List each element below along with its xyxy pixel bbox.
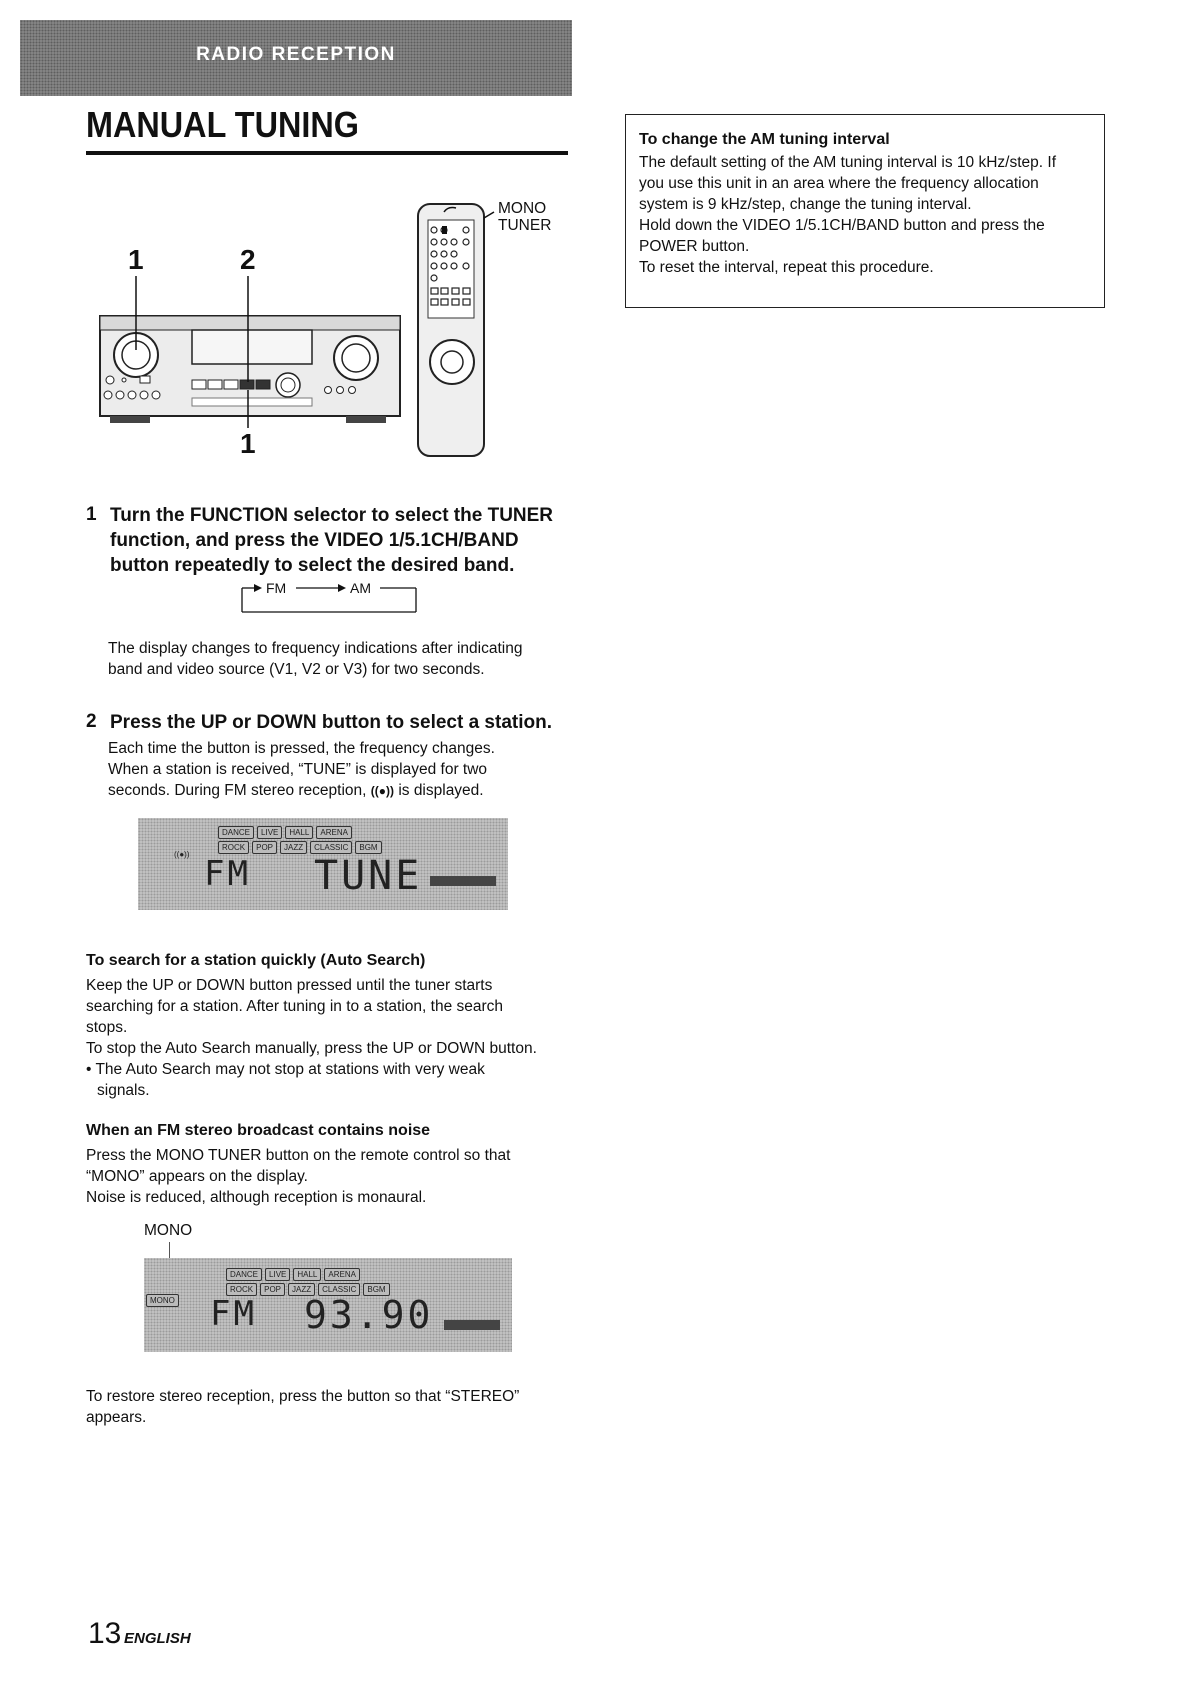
chip-rock: ROCK <box>218 841 249 854</box>
callout-step-1: 1 <box>128 244 144 275</box>
am-interval-box <box>625 114 1105 308</box>
mono-indicator-chip: MONO <box>146 1294 179 1307</box>
section-banner <box>20 20 572 96</box>
auto-search-heading: To search for a station quickly (Auto Search) <box>86 952 426 969</box>
step-1-description <box>108 638 578 680</box>
step-2-description <box>108 738 578 802</box>
am-interval-body <box>639 152 1094 278</box>
page-language: ENGLISH <box>124 1630 191 1647</box>
step-2-line-3 <box>108 780 578 802</box>
step-2-line-3b: is displayed. <box>398 782 484 799</box>
mono-display <box>144 1258 512 1352</box>
chip-rock: ROCK <box>226 1283 257 1296</box>
page-title: MANUAL TUNING <box>86 104 359 145</box>
auto-search-bullet-line-2: signals. <box>97 1082 150 1099</box>
noise-line-3: Noise is reduced, although reception is monaural. <box>86 1189 427 1206</box>
band-am: AM <box>350 580 371 596</box>
chip-hall: HALL <box>293 1268 321 1281</box>
mono-indicator <box>146 1290 182 1308</box>
step-2-heading: Press the UP or DOWN button to select a station. <box>110 712 552 733</box>
receiver-remote-diagram <box>96 200 576 470</box>
auto-search-bullet-line-1: • The Auto Search may not stop at stations with very weak <box>86 1061 485 1078</box>
chip-classic: CLASSIC <box>310 841 352 854</box>
callout-step-2: 2 <box>240 244 256 275</box>
display-1-band: FM <box>204 854 251 894</box>
title-rule <box>86 151 568 155</box>
step-2-line-3a: seconds. During FM stereo reception, <box>108 782 367 799</box>
am-line-4: Hold down the VIDEO 1/5.1CH/BAND button and press the <box>639 217 1045 234</box>
step-2-number: 2 <box>86 711 97 732</box>
chip-jazz: JAZZ <box>280 841 307 854</box>
chip-pop: POP <box>252 841 277 854</box>
stereo-indicator-icon: ((●)) <box>174 850 190 859</box>
step-1-desc-line-1: The display changes to frequency indications after indicating <box>108 640 523 657</box>
noise-line-1: Press the MONO TUNER button on the remote control so that <box>86 1147 511 1164</box>
step-2-line-1: Each time the button is pressed, the frequency changes. <box>108 740 495 757</box>
am-line-5: POWER button. <box>639 238 750 255</box>
display-1-text: TUNE <box>314 853 423 899</box>
callout-step-1-lower: 1 <box>240 428 256 459</box>
step-1-line-3: button repeatedly to select the desired band. <box>110 555 515 576</box>
stereo-indicator-icon: ((●)) <box>370 784 394 798</box>
chip-arena: ARENA <box>316 826 352 839</box>
step-1-desc-line-2: band and video source (V1, V2 or V3) for two seconds. <box>108 661 485 678</box>
restore-note <box>86 1386 576 1428</box>
display-1-right-indicator <box>430 876 496 886</box>
am-line-2: you use this unit in an area where the frequency allocation <box>639 175 1039 192</box>
chip-hall: HALL <box>285 826 313 839</box>
auto-search-line-4: To stop the Auto Search manually, press the UP or DOWN button. <box>86 1040 537 1057</box>
step-1-heading <box>110 503 580 578</box>
display-2-band: FM <box>210 1294 257 1334</box>
band-fm: FM <box>266 580 287 596</box>
noise-line-2: “MONO” appears on the display. <box>86 1168 308 1185</box>
auto-search-line-2: searching for a station. After tuning in to a station, the search <box>86 998 504 1015</box>
band-cycle-diagram <box>240 578 420 620</box>
step-1-number: 1 <box>86 504 97 525</box>
chip-bgm: BGM <box>355 841 381 854</box>
am-line-6: To reset the interval, repeat this procedure. <box>639 259 934 276</box>
page-number: 13 <box>88 1617 122 1650</box>
tune-display <box>138 818 508 910</box>
auto-search-body <box>86 975 566 1101</box>
chip-bgm: BGM <box>363 1283 389 1296</box>
remote-label-tuner: TUNER <box>498 217 552 234</box>
am-line-1: The default setting of the AM tuning interval is 10 kHz/step. If <box>639 154 1057 171</box>
restore-line-2: appears. <box>86 1409 147 1426</box>
step-1-line-2: function, and press the VIDEO 1/5.1CH/BAND <box>110 530 519 551</box>
chip-pop: POP <box>260 1283 285 1296</box>
auto-search-line-1: Keep the UP or DOWN button pressed until the tuner starts <box>86 977 493 994</box>
chip-dance: DANCE <box>226 1268 262 1281</box>
chip-jazz: JAZZ <box>288 1283 315 1296</box>
restore-line-1: To restore stereo reception, press the button so that “STEREO” <box>86 1388 520 1405</box>
chip-dance: DANCE <box>218 826 254 839</box>
chip-arena: ARENA <box>324 1268 360 1281</box>
am-interval-heading: To change the AM tuning interval <box>639 131 890 148</box>
noise-heading: When an FM stereo broadcast contains noise <box>86 1122 431 1139</box>
remote-label-mono: MONO <box>498 200 547 217</box>
display-2-right-indicator <box>444 1320 500 1330</box>
step-1-line-1: Turn the FUNCTION selector to select the TUNER <box>110 505 554 526</box>
chip-classic: CLASSIC <box>318 1283 360 1296</box>
section-title: RADIO RECEPTION <box>196 44 396 65</box>
display-2-frequency: 93.90 <box>304 1293 434 1337</box>
mono-display-label: MONO <box>144 1222 193 1239</box>
step-2-line-2: When a station is received, “TUNE” is displayed for two <box>108 761 488 778</box>
auto-search-line-3: stops. <box>86 1019 128 1036</box>
am-line-3: system is 9 kHz/step, change the tuning interval. <box>639 196 972 213</box>
noise-body <box>86 1145 566 1208</box>
receiver-illustration <box>96 200 576 470</box>
chip-live: LIVE <box>265 1268 290 1281</box>
chip-live: LIVE <box>257 826 282 839</box>
